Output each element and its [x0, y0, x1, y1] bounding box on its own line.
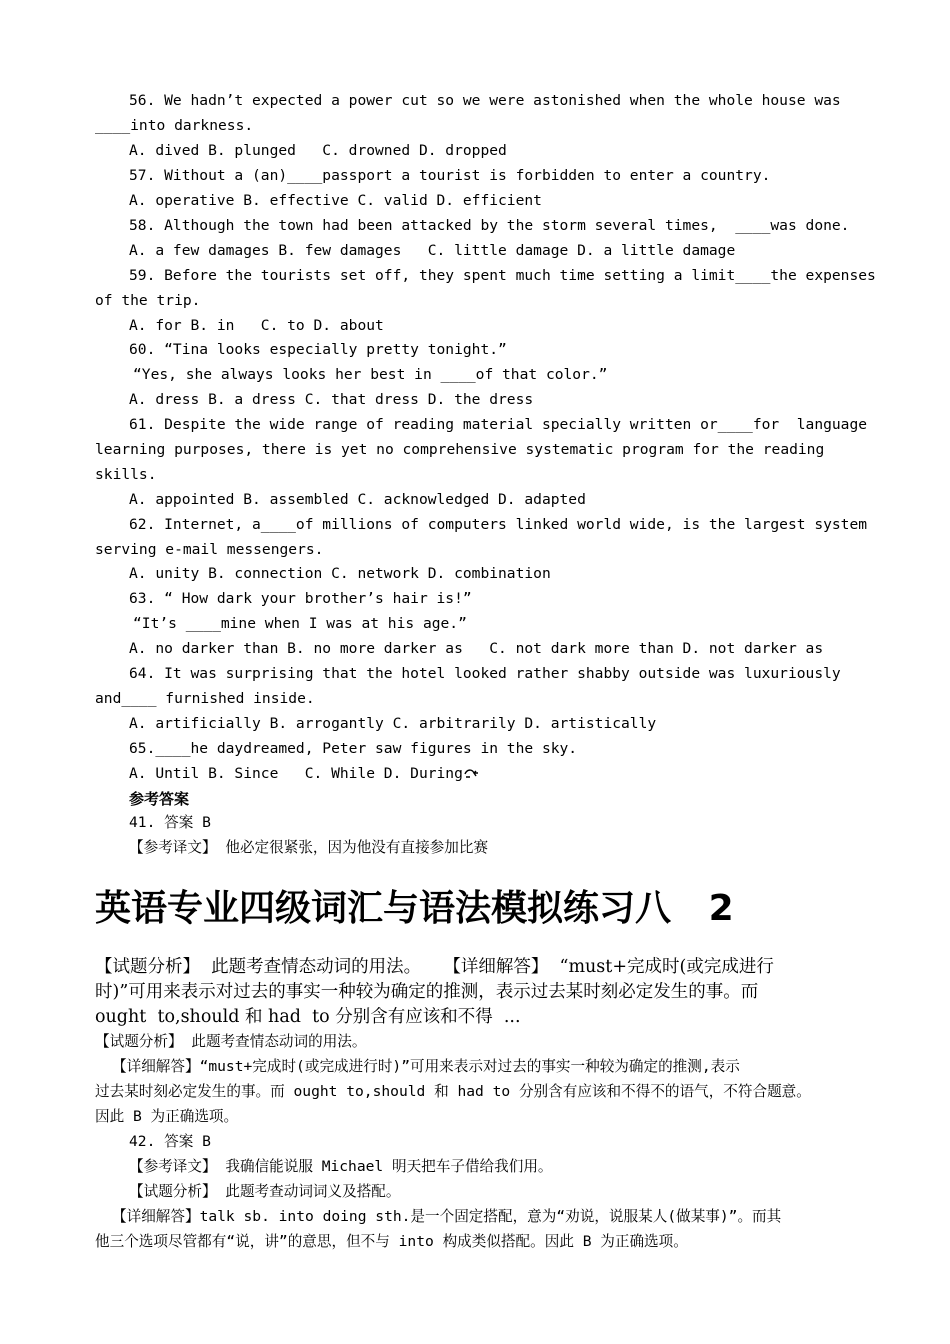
page-title: 英语专业四级词汇与语法模拟练习八 2 — [95, 888, 734, 929]
question-62-text-cont: serving e-mail messengers. — [95, 541, 324, 558]
question-63-text-cont: “It’s ____mine when I was at his age.” — [133, 615, 467, 632]
answer-42-detail-line1: 【详细解答】talk sb. into doing sth.是一个固定搭配，意为“劝说，说服某人(做某事)”。而其 — [112, 1208, 782, 1225]
question-65-options-text: A. Until B. Since C. While D. During — [129, 765, 463, 782]
answer-41: 41. 答案 B — [129, 814, 211, 831]
question-56-options: A. dived B. plunged C. drowned D. dropped — [129, 142, 507, 159]
analysis-summary-line2: 时)”可用来表示对过去的事实一种较为确定的推测，表示过去某时刻必定发生的事。而 — [95, 982, 759, 1002]
question-56-text: 56. We hadn’t expected a power cut so we were astonished when the whole house was — [129, 92, 841, 109]
question-61-text-cont2: skills. — [95, 466, 157, 483]
question-59-text: 59. Before the tourists set off, they spent much time setting a limit____the expenses — [129, 267, 876, 284]
question-64-text-cont: and____ furnished inside. — [95, 690, 315, 707]
answer-41-analysis: 【试题分析】 此题考查情态动词的用法。 — [95, 1033, 367, 1050]
answer-41-detail-line3: 因此 B 为正确选项。 — [95, 1108, 239, 1125]
question-63-text: 63. “ How dark your brother’s hair is!” — [129, 590, 472, 607]
question-60-text: 60. “Tina looks especially pretty tonight.” — [129, 341, 507, 358]
question-62-text: 62. Internet, a____of millions of computers linked world wide, is the largest system — [129, 516, 868, 533]
question-64-text: 64. It was surprising that the hotel looked rather shabby outside was luxuriously — [129, 665, 841, 682]
question-61-text-cont: learning purposes, there is yet no comprehensive systematic program for the reading — [95, 441, 825, 458]
question-56-text-cont: ____into darkness. — [95, 117, 254, 134]
question-58-text: 58. Although the town had been attacked by the storm several times, ____was done. — [129, 217, 850, 234]
question-62-options: A. unity B. connection C. network D. combination — [129, 565, 551, 582]
analysis-summary-line3: ought to,should 和 had to 分别含有应该和不得 ... — [95, 1007, 521, 1027]
question-65-options — [129, 764, 480, 784]
question-64-options: A. artificially B. arrogantly C. arbitrarily D. artistically — [129, 715, 657, 732]
answers-heading: 参考答案 — [129, 790, 190, 808]
anchor-mark-icon — [464, 768, 480, 780]
question-57-options: A. operative B. effective C. valid D. efficient — [129, 192, 542, 209]
question-57-text: 57. Without a (an)____passport a tourist is forbidden to enter a country. — [129, 167, 771, 184]
answer-41-detail-line1: 【详细解答】“must+完成时(或完成进行时)”可用来表示对过去的事实一种较为确定的推测,表示 — [112, 1058, 740, 1075]
answer-42-detail-line2: 他三个选项尽管都有“说，讲”的意思，但不与 into 构成类似搭配。因此 B 为正确选项。 — [95, 1233, 688, 1250]
question-65-text: 65.____he daydreamed, Peter saw figures in the sky. — [129, 740, 578, 757]
question-61-text: 61. Despite the wide range of reading material specially written or____for language — [129, 416, 868, 433]
analysis-summary-line1: 【试题分析】 此题考查情态动词的用法。 【详细解答】 “must+完成时(或完成进行 — [95, 957, 774, 977]
answer-42-analysis: 【试题分析】 此题考查动词词义及搭配。 — [129, 1183, 401, 1200]
question-58-options: A. a few damages B. few damages C. little damage D. a little damage — [129, 242, 736, 259]
question-63-options: A. no darker than B. no more darker as C. not dark more than D. not darker as — [129, 640, 824, 657]
question-59-text-cont: of the trip. — [95, 292, 201, 309]
answer-42: 42. 答案 B — [129, 1133, 211, 1150]
answer-41-detail-line2: 过去某时刻必定发生的事。而 ought to,should 和 had to 分别含有应该和不得不的语气，不符合题意。 — [95, 1083, 811, 1100]
question-60-text-cont: “Yes, she always looks her best in ____of that color.” — [133, 366, 608, 383]
question-59-options: A. for B. in C. to D. about — [129, 317, 384, 334]
answer-41-translation: 【参考译文】 他必定很紧张，因为他没有直接参加比赛 — [129, 839, 489, 856]
question-61-options: A. appointed B. assembled C. acknowledged D. adapted — [129, 491, 586, 508]
question-60-options: A. dress B. a dress C. that dress D. the dress — [129, 391, 534, 408]
answer-42-translation: 【参考译文】 我确信能说服 Michael 明天把车子借给我们用。 — [129, 1158, 553, 1175]
